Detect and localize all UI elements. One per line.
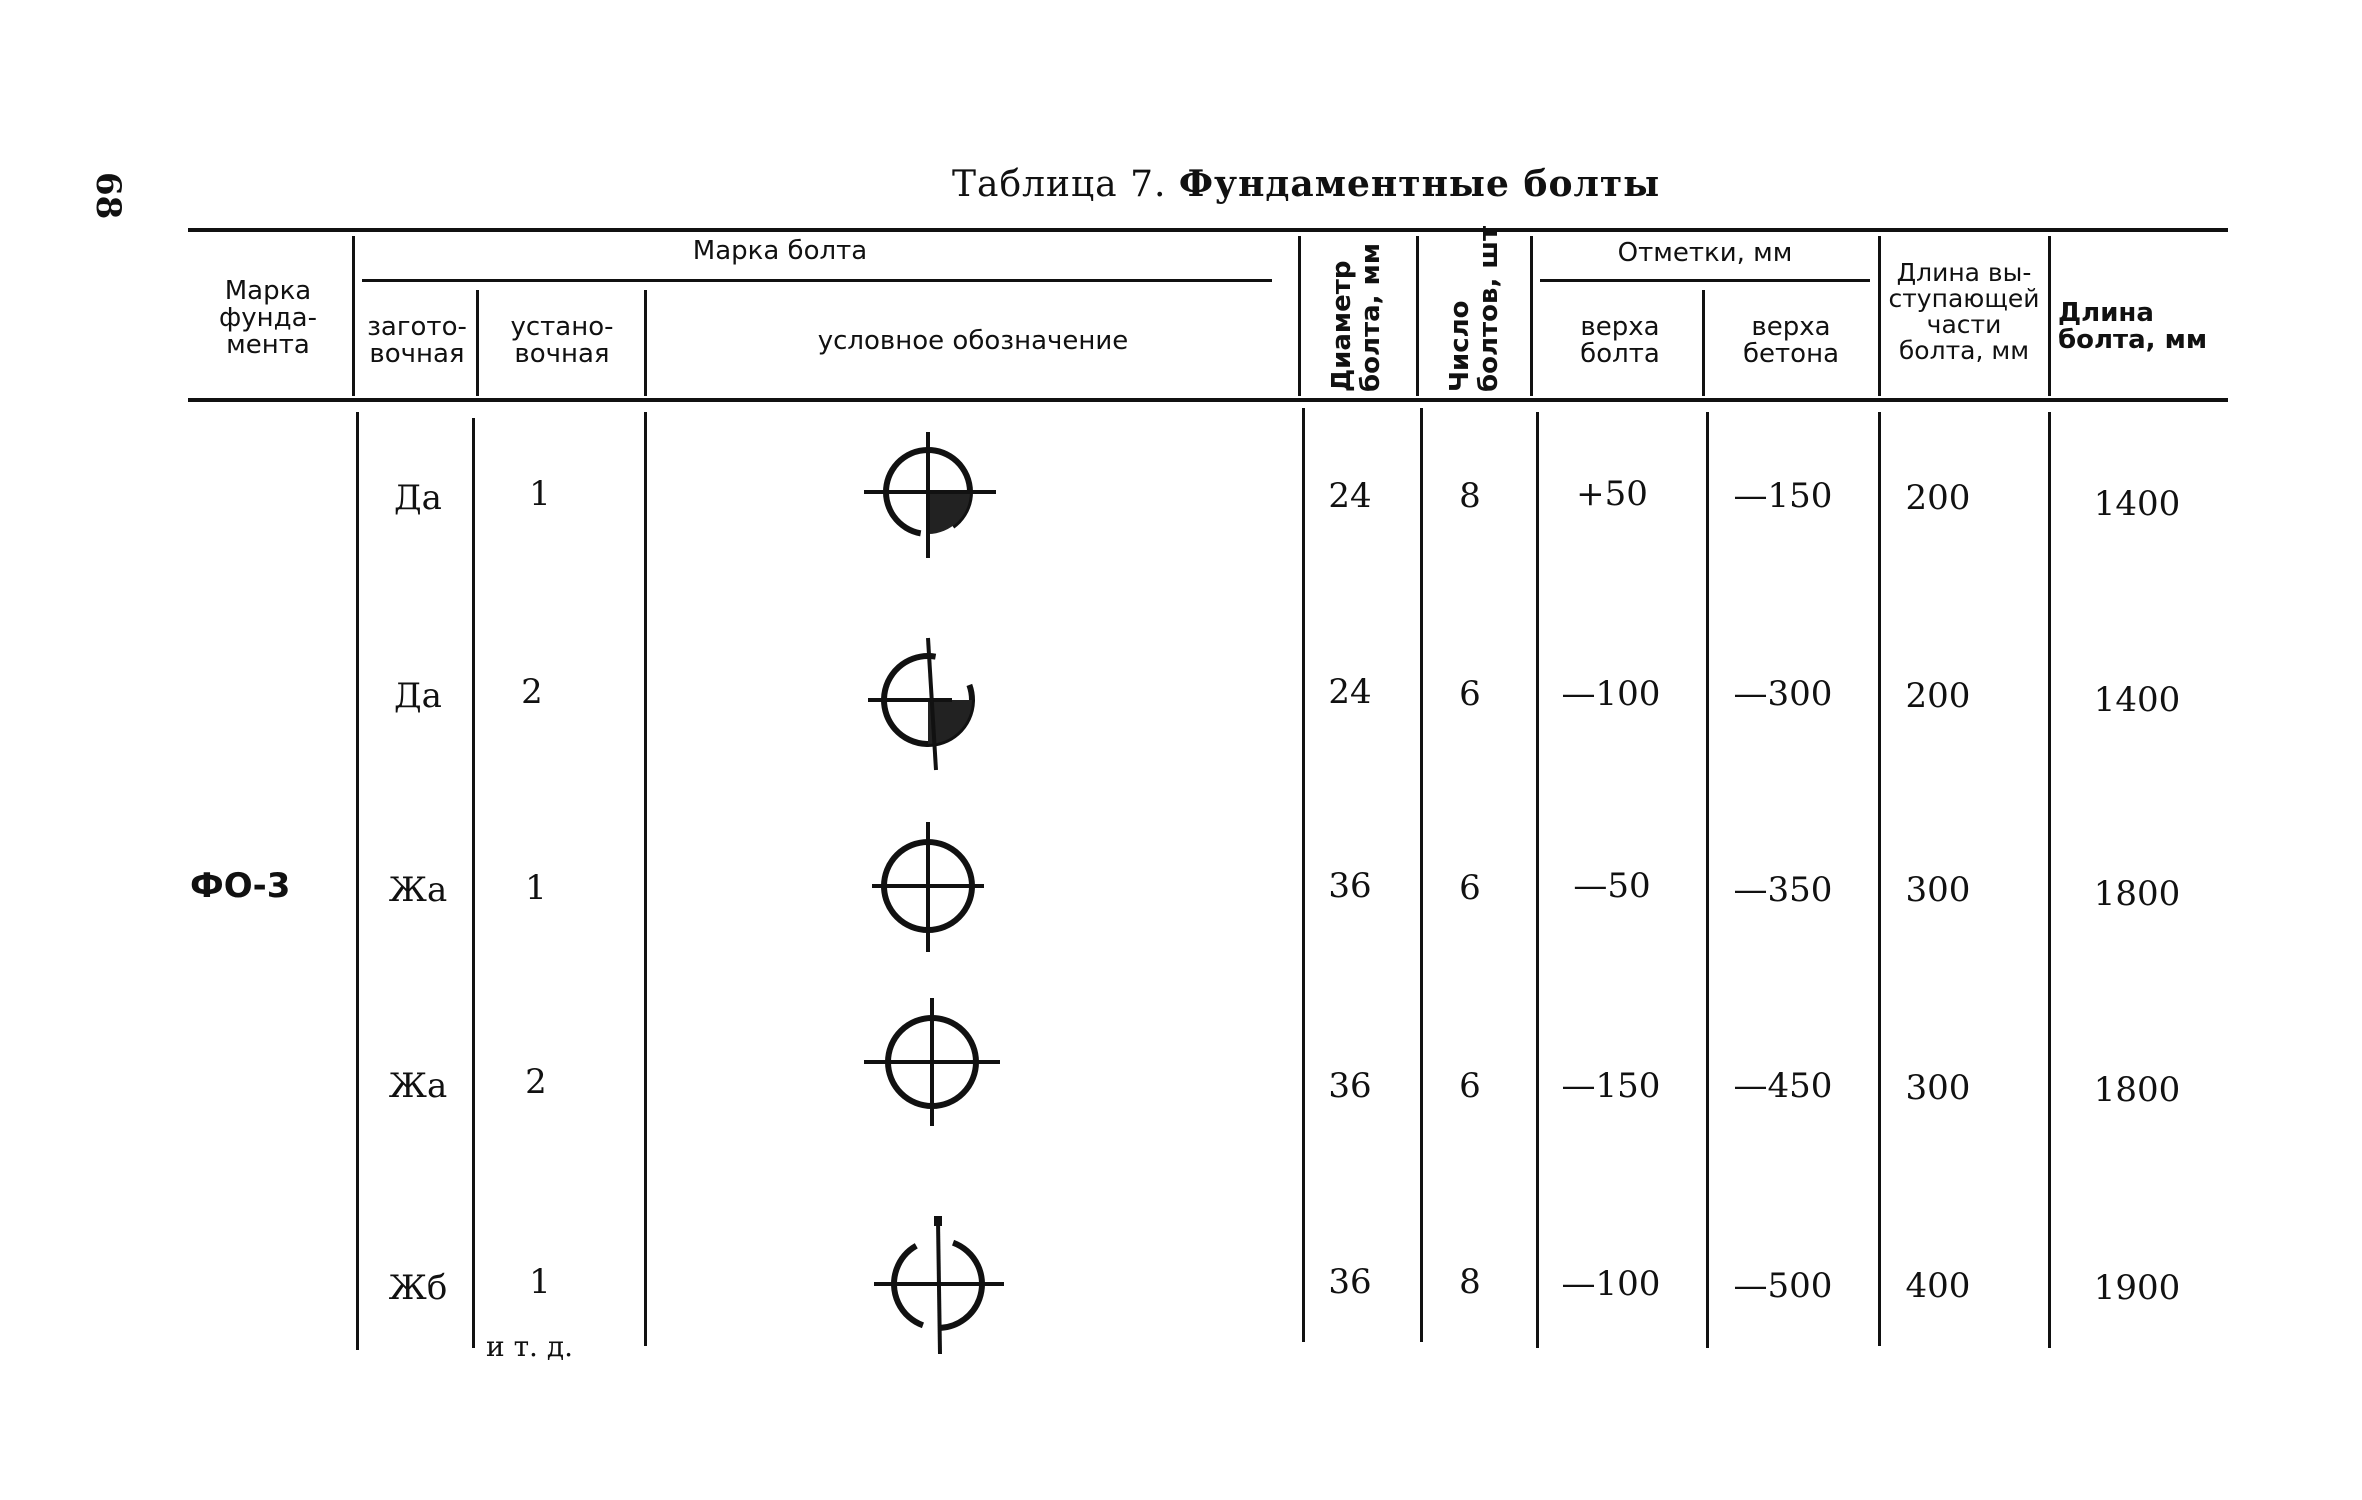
row-2-bolt-top: —100 bbox=[1561, 674, 1661, 714]
header-bolt-length: Длина болта, мм bbox=[2058, 298, 2208, 355]
col-separator-1-body bbox=[356, 412, 359, 1350]
row-4-count: 6 bbox=[1459, 1066, 1481, 1106]
header-mark-concrete-top: верха бетона bbox=[1742, 312, 1839, 369]
col-separator-6 bbox=[1530, 236, 1533, 396]
row-2-blank: Да bbox=[394, 676, 442, 716]
col-separator-8-body bbox=[1878, 412, 1881, 1346]
row-4-bolt-top: —150 bbox=[1561, 1066, 1661, 1106]
row-5-count: 8 bbox=[1459, 1262, 1481, 1302]
row-5-blank: Жб bbox=[388, 1268, 448, 1308]
col-separator-3 bbox=[644, 290, 647, 396]
row-5-concrete-top: —500 bbox=[1733, 1266, 1833, 1306]
row-4-concrete-top: —450 bbox=[1733, 1066, 1833, 1106]
header-bottom-rule bbox=[188, 398, 2228, 402]
header-bolt-mark-install: устано- вочная bbox=[510, 312, 614, 369]
row-1-concrete-top: —150 bbox=[1733, 476, 1833, 516]
row-1-blank: Да bbox=[394, 478, 442, 518]
row-4-bolt-symbol-icon bbox=[862, 996, 1002, 1128]
col-separator-3-body bbox=[644, 412, 647, 1346]
header-mark-bolt-top: верха болта bbox=[1580, 312, 1660, 369]
row-1-install: 1 bbox=[529, 474, 551, 514]
row-1-count: 8 bbox=[1459, 476, 1481, 516]
header-foundation-mark: Марка фунда- мента bbox=[219, 276, 317, 360]
table-title bbox=[952, 163, 1660, 205]
header-bolt-mark-group: Марка болта bbox=[692, 236, 868, 266]
row-2-count: 6 bbox=[1459, 674, 1481, 714]
row-3-count: 6 bbox=[1459, 868, 1481, 908]
table-title-name: Фундаментные болты bbox=[1178, 163, 1661, 205]
row-1-length: 1400 bbox=[2093, 484, 2181, 524]
row-1-protruding: 200 bbox=[1905, 478, 1971, 518]
col-separator-7-body bbox=[1706, 412, 1709, 1348]
row-3-diameter: 36 bbox=[1328, 866, 1372, 906]
header-diameter: Диаметр болта, мм bbox=[1327, 242, 1386, 392]
continuation-note: и т. д. bbox=[486, 1330, 573, 1363]
header-bolt-mark-blank: загото- вочная bbox=[367, 312, 467, 369]
row-4-blank: Жа bbox=[388, 1066, 448, 1106]
row-3-concrete-top: —350 bbox=[1733, 870, 1833, 910]
header-marks-group: Отметки, мм bbox=[1617, 238, 1793, 268]
row-5-bolt-symbol-icon bbox=[872, 1212, 1006, 1356]
row-5-bolt-top: —100 bbox=[1561, 1264, 1661, 1304]
col-separator-9 bbox=[2048, 236, 2051, 396]
col-separator-5 bbox=[1416, 236, 1419, 396]
row-5-diameter: 36 bbox=[1328, 1262, 1372, 1302]
row-1-bolt-symbol-icon bbox=[858, 430, 998, 560]
row-2-install: 2 bbox=[521, 672, 543, 712]
row-2-length: 1400 bbox=[2093, 680, 2181, 720]
foundation-mark: ФО-3 bbox=[190, 866, 291, 906]
header-bolt-mark-symbol: условное обозначение bbox=[817, 326, 1129, 356]
col-separator-6-body bbox=[1536, 412, 1539, 1348]
marks-group-rule bbox=[1540, 279, 1870, 282]
table-title-prefix: Таблица 7. bbox=[952, 164, 1167, 205]
row-2-bolt-symbol-icon bbox=[862, 632, 992, 772]
row-4-install: 2 bbox=[525, 1062, 547, 1102]
row-4-protruding: 300 bbox=[1905, 1068, 1971, 1108]
row-3-length: 1800 bbox=[2093, 874, 2181, 914]
col-separator-5-body bbox=[1420, 408, 1423, 1342]
col-separator-4 bbox=[1298, 236, 1301, 396]
row-3-install: 1 bbox=[525, 868, 547, 908]
col-separator-7 bbox=[1702, 290, 1705, 396]
header-protruding-length: Длина вы- ступающей части болта, мм bbox=[1888, 258, 2040, 365]
row-3-blank: Жа bbox=[388, 870, 448, 910]
row-2-protruding: 200 bbox=[1905, 676, 1971, 716]
col-separator-9-body bbox=[2048, 412, 2051, 1348]
col-separator-4-body bbox=[1302, 408, 1305, 1342]
row-2-concrete-top: —300 bbox=[1733, 674, 1833, 714]
col-separator-1 bbox=[352, 236, 355, 396]
row-5-protruding: 400 bbox=[1905, 1266, 1971, 1306]
row-5-length: 1900 bbox=[2093, 1268, 2181, 1308]
row-1-bolt-top: +50 bbox=[1576, 474, 1648, 514]
col-separator-2-body bbox=[472, 418, 475, 1348]
header-count: Число болтов, шт bbox=[1445, 225, 1504, 392]
col-separator-2 bbox=[476, 290, 479, 396]
row-3-protruding: 300 bbox=[1905, 870, 1971, 910]
table-top-rule bbox=[188, 228, 2228, 232]
row-5-install: 1 bbox=[529, 1262, 551, 1302]
row-3-bolt-symbol-icon bbox=[868, 818, 988, 954]
row-2-diameter: 24 bbox=[1328, 672, 1372, 712]
page-number: 68 bbox=[88, 172, 128, 220]
row-3-bolt-top: —50 bbox=[1573, 866, 1651, 906]
bolt-mark-group-rule bbox=[362, 279, 1272, 282]
row-1-diameter: 24 bbox=[1328, 476, 1372, 516]
row-4-diameter: 36 bbox=[1328, 1066, 1372, 1106]
row-4-length: 1800 bbox=[2093, 1070, 2181, 1110]
